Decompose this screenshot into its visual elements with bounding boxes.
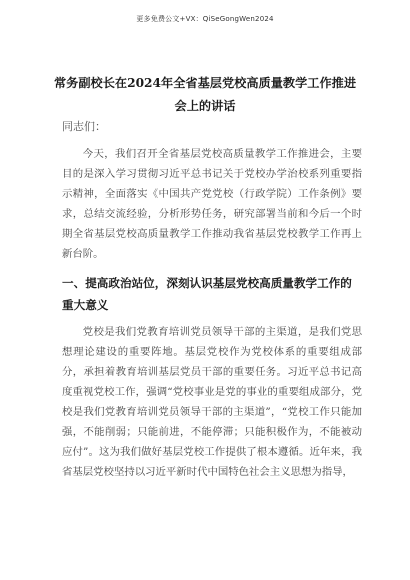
paragraph-intro: 今天，我们召开全省基层党校高质量教学工作推进会，主要目的是深入学习贯彻习近平总书记关于党校办学治校系列重要指示精神，全面落实《中国共产党党校（行政学院）工作条例》要求，总结交流经验，分析形势任务，研究部署当前和今后一个时期全省基层党校高质量教学工作推动我省基层党校教学工作再上新台阶。 bbox=[62, 148, 362, 260]
salutation: 同志们： bbox=[62, 120, 106, 133]
section-heading-1: 一、提高政治站位，深刻认识基层党校高质量教学工作的重大意义 bbox=[62, 276, 352, 312]
paragraph-section-1: 党校是我们党教育培训党员领导干部的主渠道，是我们党思想理论建设的重要阵地。基层党校作为党校体系的重要组成部分，承担着教育培训基层党员干部的重要任务。习近平总书记高度重视党校工作，强调“党校事业是党的事业的重要组成部分，党校是我们党教育培训党员领导干部的主渠道”，“党校工作只能加强，不能削弱；只能前进，不能停滞；只能积极作为，不能被动应付”。这为我们做好基层党校工作提供了根本遵循。近年来，我省基层党校坚持以习近平新时代中国特色社会主义思想为指导， bbox=[62, 326, 362, 478]
header-promo-note: 更多免费公文+VX：QiSeGongWen2024 bbox=[136, 15, 274, 23]
document-title: 常务副校长在2024年全省基层党校高质量教学工作推进会上的讲话 bbox=[53, 76, 357, 113]
